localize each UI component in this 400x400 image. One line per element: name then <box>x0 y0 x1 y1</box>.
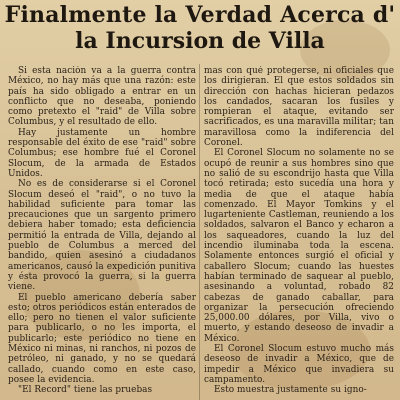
paragraph: El pueblo americano debería saber esto; otros periódicos están enterados de ello; pero no tienen el valor suficiente para publicarlo, o no les importa, el publicarlo; este periódico no tiene en México ni minas, ni ranchos, ni pozos de petróleo, ni ganado, y no se quedará callado, cuando como en este caso, posee la evidencia. <box>8 292 196 385</box>
paragraph: mas con qué protegerse, ni oficiales que los dirigieran. El que estos soldados sin dirección con hachas hicieran pedazos los candados, sacaran los fusiles y rompieran el ataque, evitando ser sacrificados, es una maravilla militar; tan maravillosa como la indiferencia del Coronel. <box>204 66 394 149</box>
article-column-left <box>8 66 196 400</box>
headline-line-1: Finalmente la Verdad Acerca d' <box>4 2 396 28</box>
headline-line-2: la Incursion de Villa <box>75 28 325 54</box>
paragraph: No es de considerarse si el Coronel Slocum deseó el "raid", o no tuvo la habilidad suficiente para tomar las precauciones que un sargento primero debiera haber tomado; esta deficiencia permitió la entrada de Villa, dejando al pueblo de Columbus a merced del bandido, quien asesinó a ciudadanos americanos, causó la expedición punitiva y ésta provocó la guerra, si la guerra viene. <box>8 179 196 293</box>
headline <box>0 0 400 56</box>
paragraph: Esto muestra justamente su igno- <box>214 385 367 396</box>
paragraph: Si esta nación va a la guerra contra México, no hay más que una razón: este país ha sido obligado a entrar en un conflicto que no deseaba, poniendo como pretexto el "raid" de Villa sobre Columbus, y el resultado de ello. <box>8 66 196 128</box>
paragraph: Hay justamente un hombre responsable del éxito de ese "raid" sobre Columbus; ese hombre fué el Coronel Slocum, de la armada de Estados Unidos. <box>8 127 196 179</box>
paragraph: El Coronel Slocum estuvo mucho más deseoso de invadir a México, que de impedir a México que invadiera su campamento. <box>204 344 394 385</box>
paragraph: "El Record" tiene las pruebas <box>18 385 153 396</box>
paragraph: El Coronel Slocum no solamente no se ocupó de reunir a sus hombres sino que no salió de su escondrijo hasta que Villa tocó retirada; esto sucedía una hora y media de que el ataque había comenzado. El Mayor Tomkins y el lugarteniente Castleman, reuniendo a los soldados, salvaron el Banco y echaron a los saqueadores, cuando la luz del incendio iluminaba toda la escena. Solamente entonces surgió el oficial y caballero Slocum; cuando las huestes habían terminado de saquear al pueblo, asesinando a voluntad, robado 82 cabezas de ganado caballar, para organizar la persecución ofreciendo 25,000.00 dólares, por Villa, vivo o muerto, y estando deseoso de invadir a México. <box>204 148 394 344</box>
article-column-right <box>204 66 394 400</box>
column-divider <box>199 64 200 400</box>
